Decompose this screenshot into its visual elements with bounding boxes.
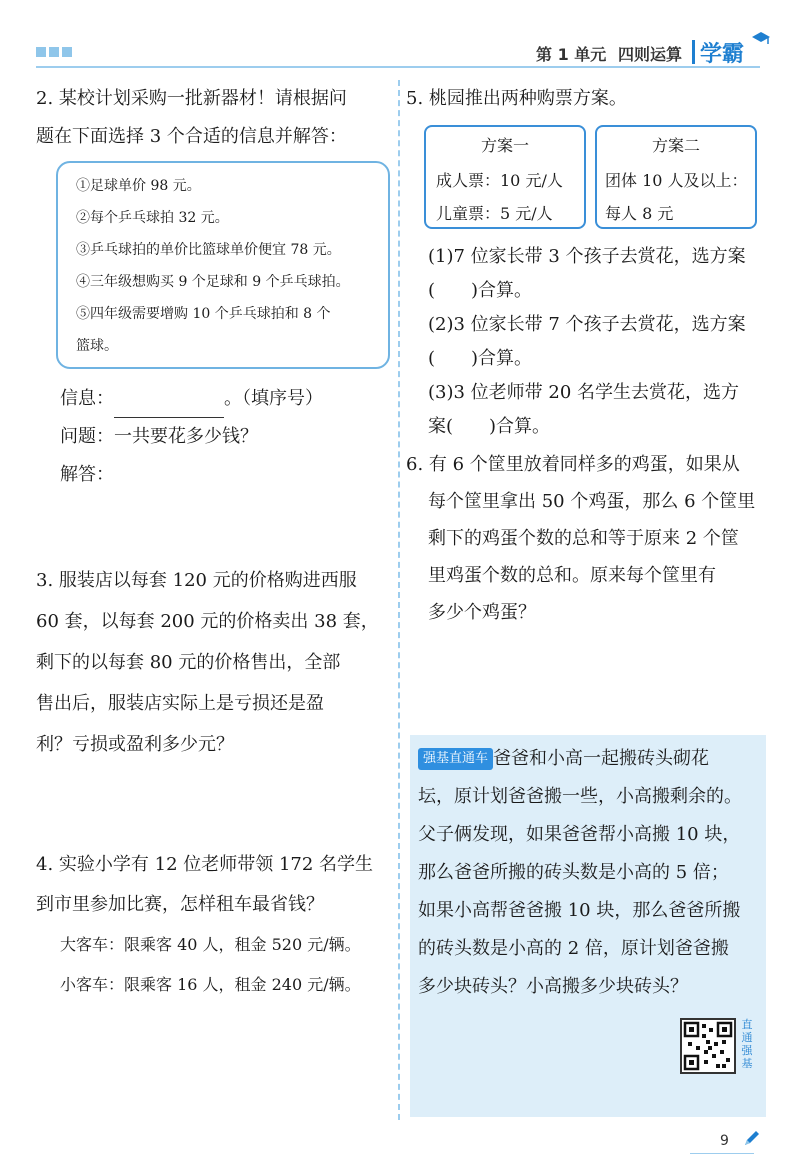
q2-line-1: 2. 某校计划采购一批新器材！请根据问: [36, 88, 347, 109]
unit-label: 第 1 单元: [536, 45, 607, 64]
info-item-5-cont: 篮球。: [76, 338, 118, 354]
q6-line-3: 剩下的鸡蛋个数的总和等于原来 2 个筐: [428, 528, 739, 549]
topic-label: 四则运算: [618, 45, 683, 64]
q5-subquestions: [428, 240, 768, 444]
q3-line-3: 剩下的以每套 80 元的价格售出，全部: [36, 652, 341, 673]
q4-line-1: 4. 实验小学有 12 位老师带领 172 名学生: [36, 854, 374, 875]
info-item-5: ⑤四年级需要增购 10 个乒乓球拍和 8 个: [76, 306, 331, 322]
question-6: [406, 446, 766, 631]
question-2: [36, 80, 396, 156]
plan-one-adult: 成人票：10 元/人: [436, 171, 563, 190]
plan-one-child: 儿童票：5 元/人: [436, 204, 553, 223]
bonus-text: [418, 740, 762, 1006]
footer-rule: [690, 1153, 754, 1154]
bonus-line-5: 如果小高帮爸爸搬 10 块，那么爸爸所搬: [418, 900, 741, 921]
q5-sub-2-answer[interactable]: ( )合算。: [428, 348, 533, 369]
q6-line-5: 多少个鸡蛋？: [428, 602, 536, 623]
info-hint: 。（填序号）: [224, 388, 323, 409]
qr-label: 直通强基: [741, 1018, 753, 1070]
q4-line-2: 到市里参加比赛，怎样租车最省钱？: [36, 894, 324, 915]
plan-two-price: 每人 8 元: [605, 204, 674, 223]
q5-intro: 5. 桃园推出两种购票方案。: [406, 88, 627, 109]
q5-sub-1: (1)7 位家长带 3 个孩子去赏花，选方案: [428, 246, 746, 267]
info-list: [76, 170, 350, 362]
bonus-line-6: 的砖头数是小高的 2 倍，原计划爸爸搬: [418, 938, 729, 959]
big-bus-info: 大客车：限乘客 40 人，租金 520 元/辆。: [60, 935, 361, 954]
small-bus-info: 小客车：限乘客 16 人，租金 240 元/辆。: [60, 975, 361, 994]
q2-answer-area: [60, 380, 390, 494]
header-rule: [36, 66, 760, 68]
pencil-icon: [742, 1130, 760, 1148]
bonus-tag: 强基直通车: [418, 748, 493, 770]
bonus-line-3: 父子俩发现，如果爸爸帮小高搬 10 块，: [418, 824, 741, 845]
bonus-line-7: 多少块砖头？小高搬多少块砖头？: [418, 976, 688, 997]
brand-bar: [692, 40, 695, 64]
info-item-4: ④三年级想购买 9 个足球和 9 个乒乓球拍。: [76, 274, 350, 290]
info-item-2: ②每个乒乓球拍 32 元。: [76, 210, 229, 226]
q2-line-2: 题在下面选择 3 个合适的信息并解答：: [36, 126, 347, 147]
plan-two-group: 团体 10 人及以上：: [605, 171, 748, 190]
q5-sub-3-answer[interactable]: 案( )合算。: [428, 416, 551, 437]
bonus-line-1: 爸爸和小高一起搬砖头砌花: [493, 748, 710, 769]
question-3: [36, 560, 396, 765]
bonus-line-4: 那么爸爸所搬的砖头数是小高的 5 倍；: [418, 862, 729, 883]
column-divider: [398, 80, 400, 1120]
q3-line-5: 利？亏损或盈利多少元？: [36, 734, 234, 755]
q6-line-2: 每个筐里拿出 50 个鸡蛋，那么 6 个筐里: [428, 491, 756, 512]
q3-line-4: 售出后，服装店实际上是亏损还是盈: [36, 693, 324, 714]
q3-line-2: 60 套，以每套 200 元的价格卖出 38 套，: [36, 611, 379, 632]
q5-sub-2: (2)3 位家长带 7 个孩子去赏花，选方案: [428, 314, 746, 335]
info-item-3: ③乒乓球拍的单价比篮球单价便宜 78 元。: [76, 242, 341, 258]
info-label: 信息：: [60, 388, 114, 409]
plan-one-title: 方案一: [480, 136, 529, 155]
q2-answer-label: 解答：: [60, 464, 114, 485]
q4-bus-options: [60, 925, 361, 1005]
q5-sub-3: (3)3 位老师带 20 名学生去赏花，选方: [428, 382, 740, 403]
page-number: 9: [720, 1133, 729, 1149]
info-item-1: ①足球单价 98 元。: [76, 178, 201, 194]
q6-line-4: 里鸡蛋个数的总和。原来每个筐里有: [428, 565, 716, 586]
qr-code-icon[interactable]: [680, 1018, 736, 1074]
q3-line-1: 3. 服装店以每套 120 元的价格购进西服: [36, 570, 357, 591]
q6-line-1: 6. 有 6 个筐里放着同样多的鸡蛋，如果从: [406, 454, 740, 475]
bonus-line-2: 坛，原计划爸爸搬一些，小高搬剩余的。: [418, 786, 742, 807]
question-4: [36, 845, 396, 925]
plan-two-title: 方案二: [651, 136, 700, 155]
header-decoration: [36, 47, 72, 57]
q5-sub-1-answer[interactable]: ( )合算。: [428, 280, 533, 301]
q2-question: 问题：一共要花多少钱？: [60, 426, 258, 447]
graduation-cap-icon: [752, 32, 770, 46]
info-blank[interactable]: [114, 397, 224, 418]
brand-logo: 学霸: [700, 42, 745, 67]
